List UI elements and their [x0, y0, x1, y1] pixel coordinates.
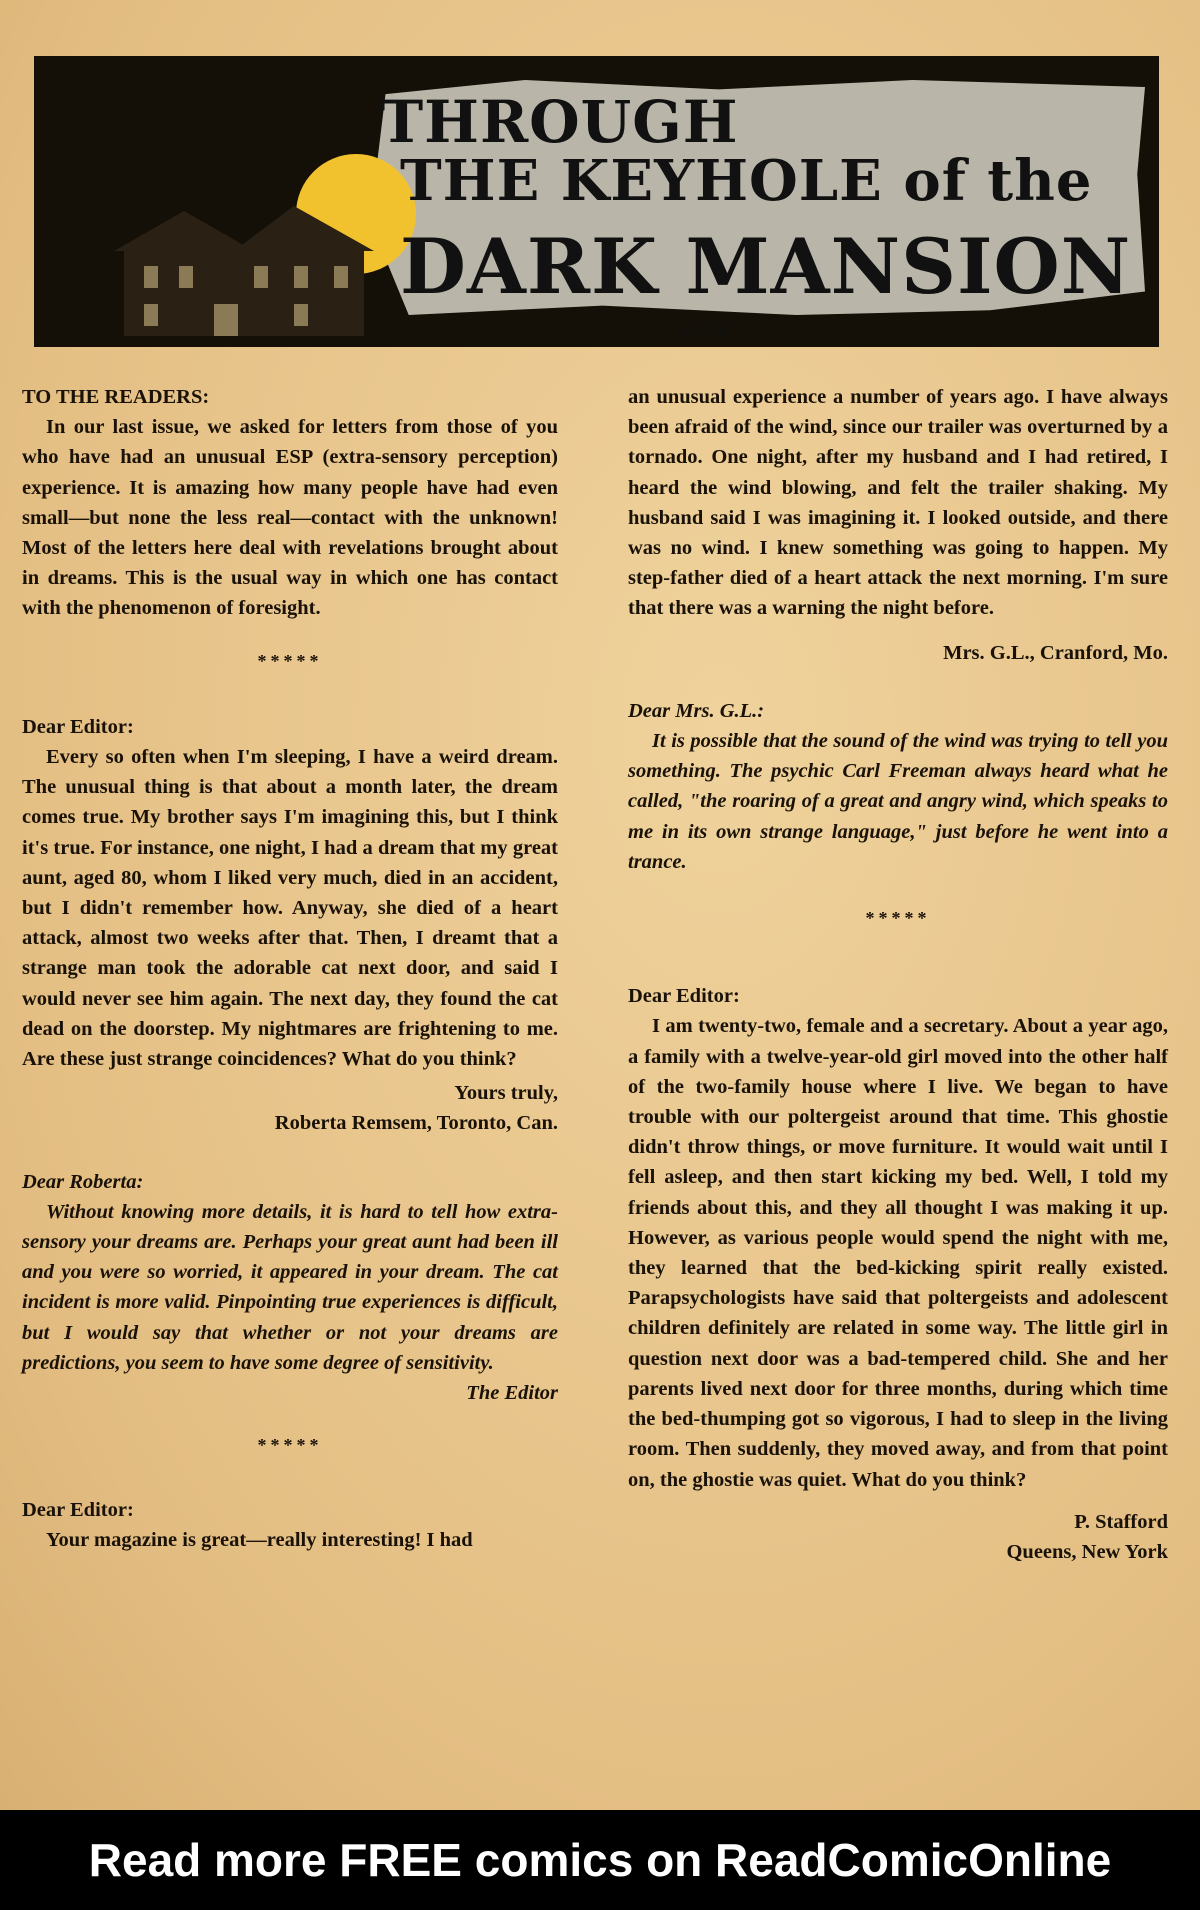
letter-body-start: Your magazine is great—really interesting! I had [46, 1528, 473, 1551]
letter-body-continued: an unusual experience a number of years ago. I have always been afraid of the wind, since our trailer was overturned by a tornado. One night, after my husband and I had retired, I heard the wind blowing, and felt the trailer shaking. My husband said I was imagining it. I looked outside, and there was no wind. I knew something was going to happen. My step-father died of a heart attack the next morning. I'm sure that there was a warning the night before. [628, 386, 1168, 620]
letter-signature-place: Queens, New York [1006, 1540, 1168, 1563]
mansion-illustration-icon [104, 206, 404, 336]
left-column [22, 382, 558, 1555]
readers-body: In our last issue, we asked for letters from those of you who have had an unusual ESP (extra-sensory perception) experience. It is amazing how many people have had even small—but none the less real—contact with the unknown! Most of the letters here deal with revelations brought about in dreams. This is the usual way in which one has contact with the phenomenon of foresight. [22, 416, 558, 620]
header-title-line1: THROUGH [380, 88, 739, 156]
letter-signature-name: P. Stafford [1074, 1510, 1168, 1533]
letter-body: I am twenty-two, female and a secretary. About a year ago, a family with a twelve-year-old girl moved into the other half of the two-family house where I live. We began to have trouble with our poltergeist around that time. This ghostie didn't throw things, or move furniture. It would wait until I fell asleep, and then start kicking my bed. Well, I told my friends about this, and they all thought I was making it up. However, as various people would spend the night with me, they learned that the bed-kicking spirit really existed. Parapsychologists have said that poltergeists and adolescent children definitely are related in some way. The little girl in question next door was a bad-tempered child. She and her parents lived next door for three months, during which time the bed-thumping got so vigorous, I had to sleep in the living room. Then suddenly, they moved away, and from that point on, the ghostie was quiet. What do you think? [628, 1015, 1168, 1491]
reply-body: It is possible that the sound of the wind was trying to tell you something. The psychic Carl Freeman always heard what he called, "the roaring of a great and angry wind, which speaks to me in its own strange language," just before he went into a trance. [628, 730, 1168, 873]
separator: ***** [257, 650, 323, 671]
reply-salutation: Dear Roberta: [22, 1170, 144, 1193]
reply-body: Without knowing more details, it is hard to tell how extra-sensory your dreams are. Perhaps your great aunt had been ill and you were so worried, it appeared in your dream. The cat incident is more valid. Pinpointing true experiences is difficult, but I would say that whether or not your dreams are predictions, you seem to have some degree of sensitivity. [22, 1200, 558, 1374]
header-title-line3: DARK MANSION [400, 222, 1132, 311]
readers-heading: TO THE READERS: [22, 386, 210, 408]
letter-body: Every so often when I'm sleeping, I have a weird dream. The unusual thing is that about a month later, the dream comes true. My brother says I'm imagining this, but I think it's true. For instance, one night, I had a dream that my great aunt, aged 80, whom I liked very much, died in an accident, but I didn't remember how. Anyway, she died of a heart attack, almost two weeks after that. Then, I dreamt that a strange man took the adorable cat next door, and said I would never see him again. The next day, they found the cat dead on the doorstep. My nightmares are frightening to me. Are these just strange coincidences? What do you think? [22, 746, 558, 1071]
separator: ***** [257, 1435, 323, 1456]
header-code: D-728 [680, 320, 729, 341]
header-title-line2: THE KEYHOLE of the [400, 148, 1093, 214]
letter-signature: Mrs. G.L., Cranford, Mo. [943, 641, 1168, 664]
letter-salutation: Dear Editor: [628, 985, 740, 1008]
letter-salutation: Dear Editor: [22, 1498, 134, 1521]
footer-banner[interactable]: Read more FREE comics on ReadComicOnline [0, 1810, 1200, 1910]
separator: ***** [865, 908, 931, 929]
letter-closing: Yours truly, [454, 1082, 558, 1105]
reply-salutation: Dear Mrs. G.L.: [628, 699, 765, 722]
letter-salutation: Dear Editor: [22, 715, 134, 738]
right-column [628, 382, 1168, 1567]
reply-signature: The Editor [466, 1382, 558, 1405]
letter-signature: Roberta Remsem, Toronto, Can. [274, 1112, 558, 1135]
